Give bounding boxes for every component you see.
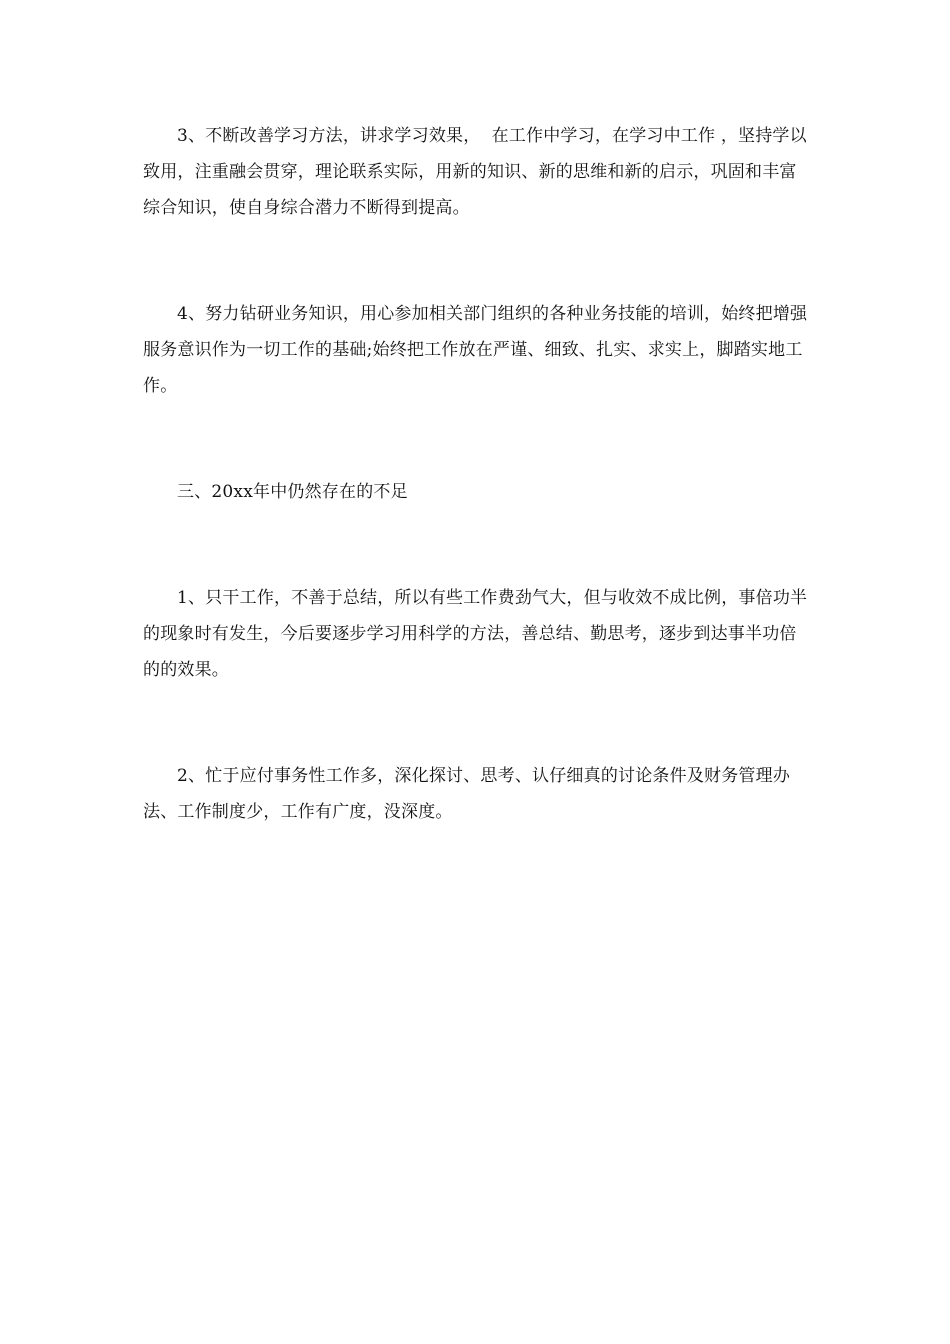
paragraph-1-summary-shortcoming: 1、只干工作，不善于总结，所以有些工作费劲气大，但与收效不成比例，事倍功半的现象时有发生，今后要逐步学习用科学的方法，善总结、勤思考，逐步到达事半功倍的的效果。	[143, 588, 808, 680]
paragraph-2-routine-work-shortcoming: 2、忙于应付事务性工作多，深化探讨、思考、认仔细真的讨论条件及财务管理办法、工作制度少，工作有广度，没深度。	[143, 766, 791, 822]
section-heading-shortcomings: 三、20xx年中仍然存在的不足	[177, 482, 408, 502]
paragraph-4-business-knowledge: 4、努力钻研业务知识，用心参加相关部门组织的各种业务技能的培训，始终把增强服务意识作为一切工作的基础;始终把工作放在严谨、细致、扎实、求实上，脚踏实地工作。	[143, 304, 808, 396]
paragraph-3-learning-methods: 3、不断改善学习方法，讲求学习效果， 在工作中学习，在学习中工作 ，坚持学以致用，注重融会贯穿，理论联系实际，用新的知识、新的思维和新的启示，巩固和丰富综合知识，使自身综合潜力不断得到提高。	[143, 126, 807, 218]
